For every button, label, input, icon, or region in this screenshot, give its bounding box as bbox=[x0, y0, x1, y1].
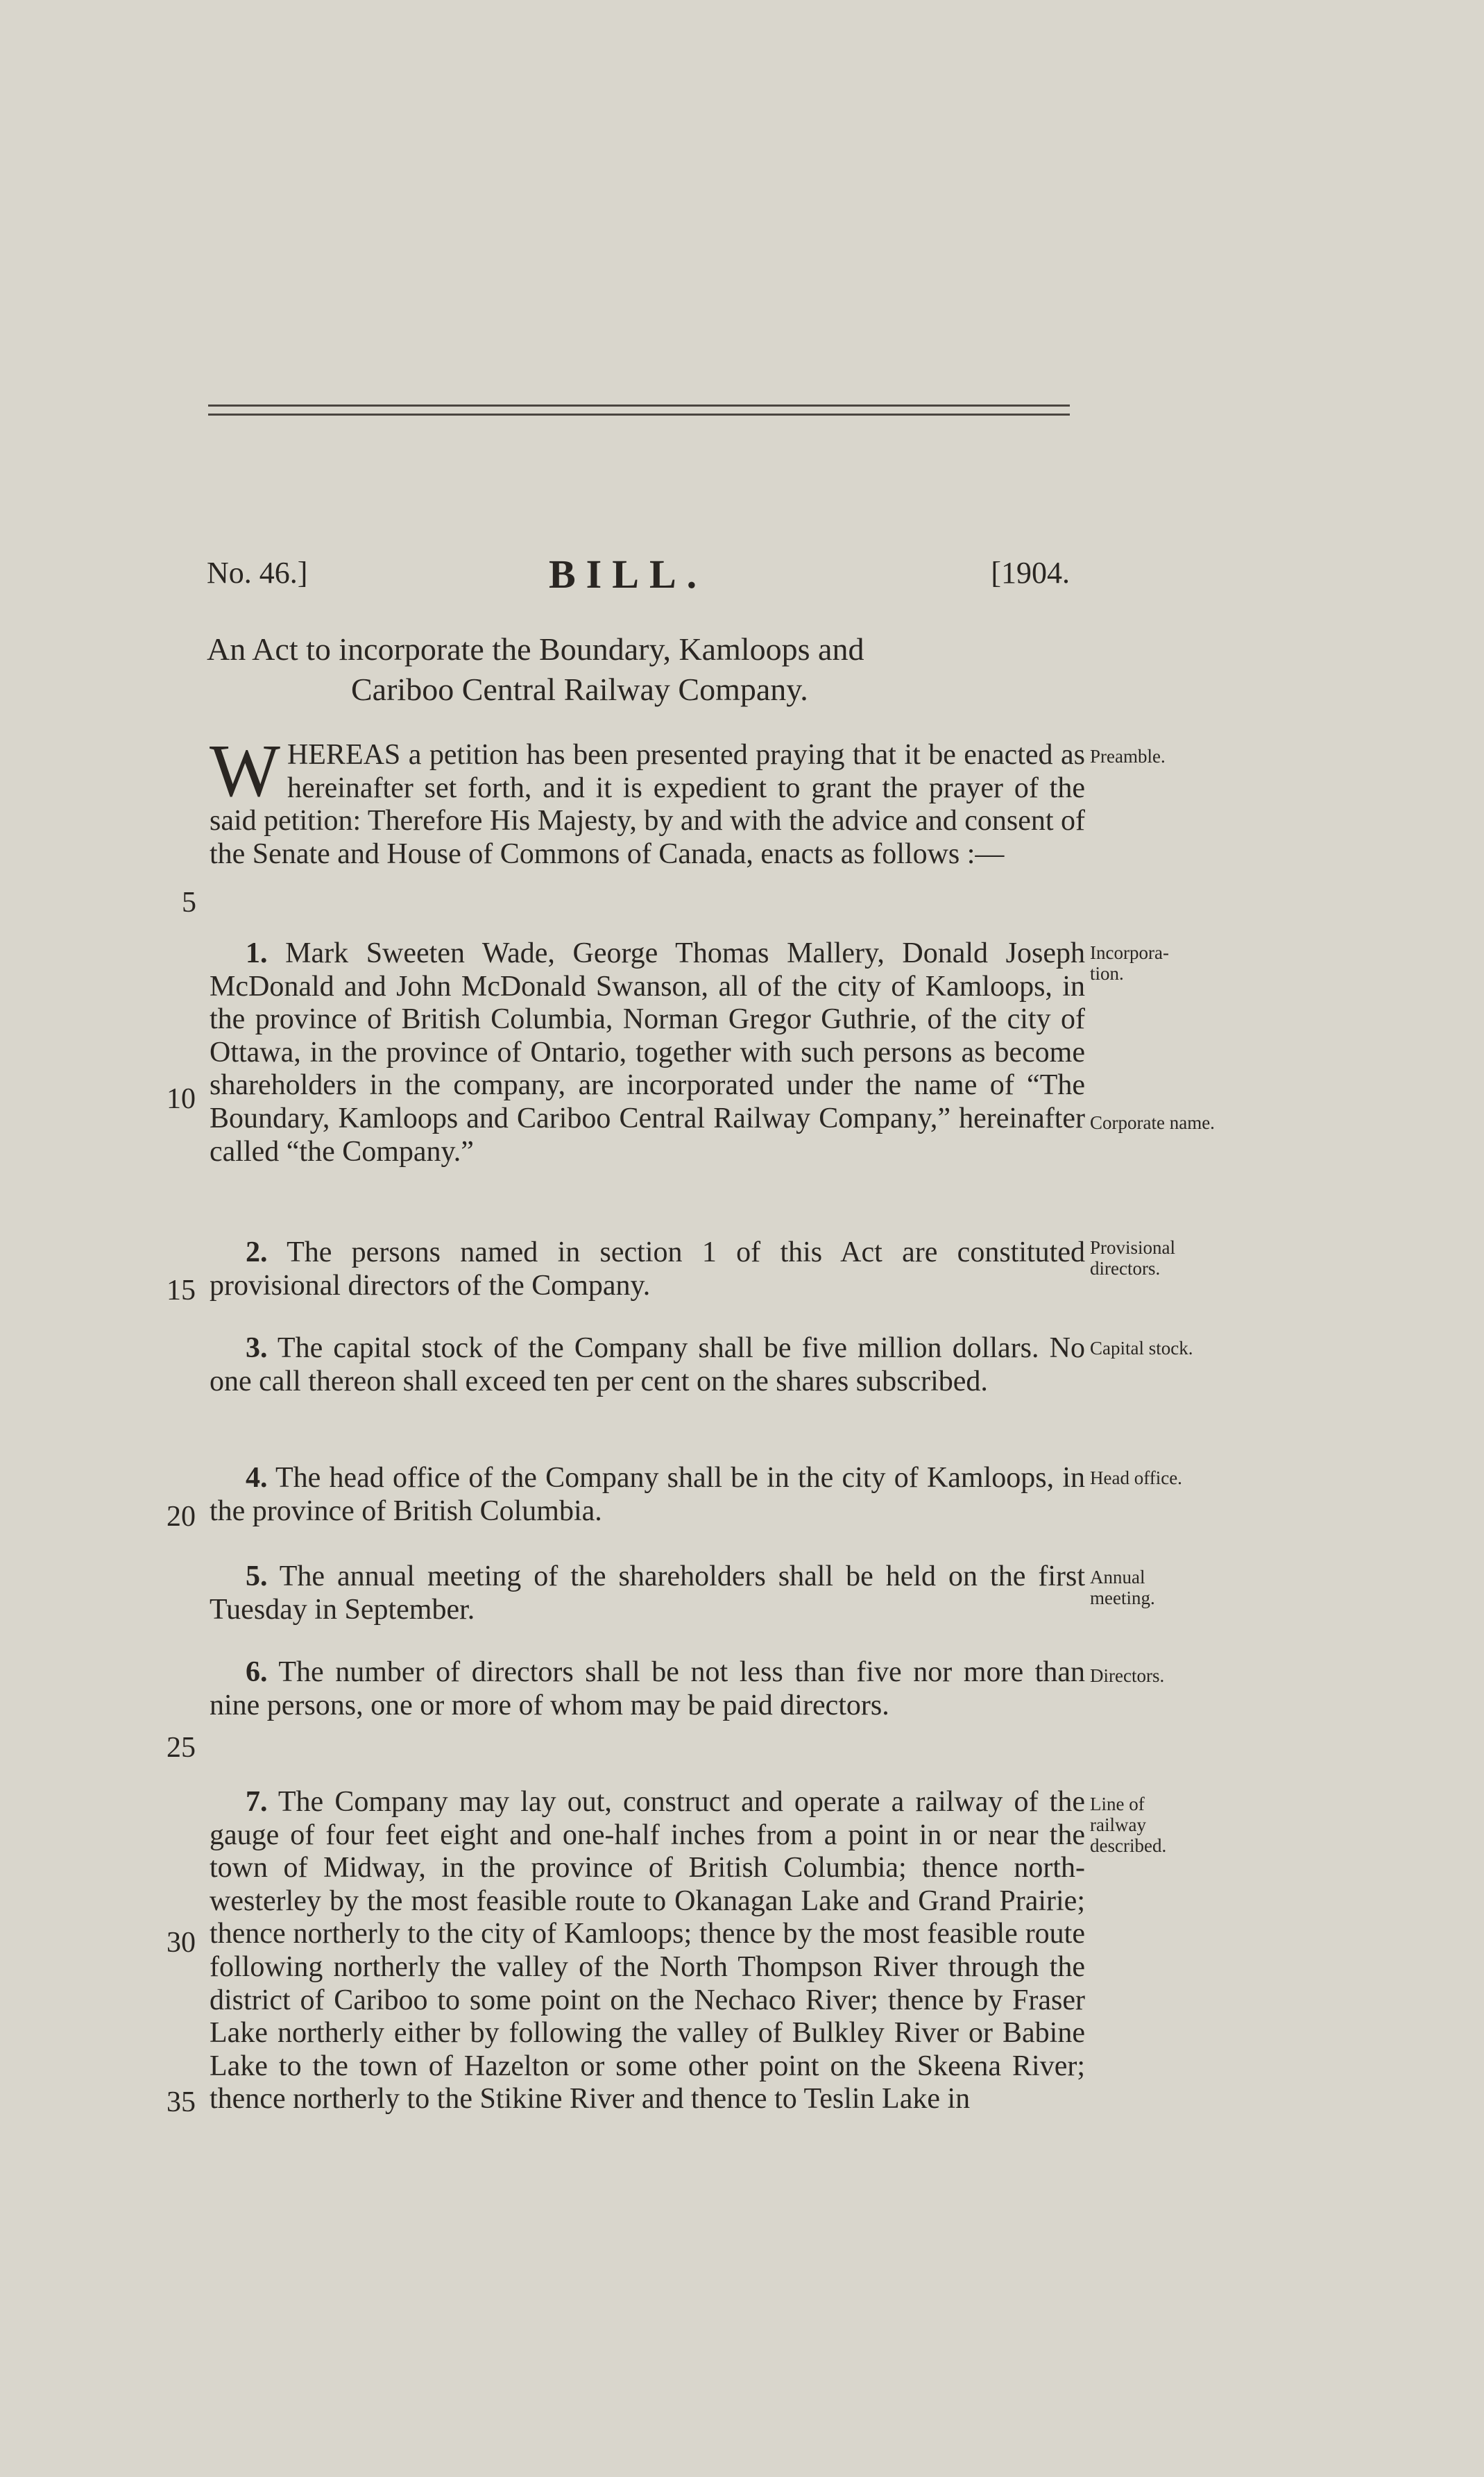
bill-title: BILL. bbox=[549, 552, 708, 597]
side-note-provisional-directors: Provisional directors. bbox=[1090, 1237, 1176, 1279]
header-rule-top bbox=[208, 405, 1070, 407]
line-number: 35 bbox=[167, 2086, 196, 2118]
section-text: The number of directors shall be not less than five nor more than nine persons, one or more of whom may be paid directors. bbox=[210, 1656, 1085, 1721]
section-text: The Company may lay out, construct and operate a railway of the gauge of four feet eight and one-half inches from a point in or near the town of Midway, in the province of British Columbia; thence north-westerley by the most feasible route to Okanagan Lake and Grand Prairie; thence northerly to the city of Kamloops; thence by the most feasible route following northerly the valley of the North Thompson River through the district of Cariboo to some point on the Nechaco River; thence by Fraser Lake northerly either by following the valley of Bulkley River or Babine Lake to the town of Hazelton or some other point on the Skeena River; thence northerly to the Stikine River and thence to Teslin Lake in bbox=[210, 1786, 1085, 2116]
section-3 bbox=[210, 1332, 1085, 1398]
section-number: 1. bbox=[246, 937, 268, 969]
section-number: 3. bbox=[246, 1332, 268, 1364]
section-number: 6. bbox=[246, 1656, 268, 1688]
side-note-directors: Directors. bbox=[1090, 1665, 1165, 1686]
act-title-line-2: Cariboo Central Railway Company. bbox=[351, 672, 808, 707]
side-note-annual-meeting: Annual meeting. bbox=[1090, 1567, 1155, 1608]
line-number: 5 bbox=[182, 887, 196, 919]
bill-number: No. 46.] bbox=[207, 556, 308, 590]
side-note-capital-stock: Capital stock. bbox=[1090, 1338, 1193, 1359]
line-number: 30 bbox=[167, 1927, 196, 1959]
line-number: 20 bbox=[167, 1501, 196, 1533]
preamble-dropcap: W bbox=[210, 730, 280, 812]
preamble-text: HEREAS a petition has been presented praying that it be enacted as hereinafter set forth, and it is expedient to grant the prayer of the said petition: Therefore His Majesty, by and with the advice and consent of the Senate and House of Commons of Canada, enacts as follows :— bbox=[210, 739, 1085, 870]
header-rule-bottom bbox=[208, 414, 1070, 416]
act-title-line-1: An Act to incorporate the Boundary, Kamloops and bbox=[207, 631, 864, 667]
side-note-head-office: Head office. bbox=[1090, 1467, 1182, 1488]
section-text: Mark Sweeten Wade, George Thomas Mallery, Donald Joseph McDonald and John McDonald Swanson, all of the city of Kamloops, in the province of British Columbia, Norman Gregor Guthrie, of the city of Ottawa, in the province of Ontario, together with such persons as become shareholders in the company, are incorporated under the name of “The Boundary, Kamloops and Cariboo Central Railway Company,” hereinafter called “the Company.” bbox=[210, 937, 1085, 1168]
section-7 bbox=[210, 1786, 1085, 2116]
bill-header bbox=[207, 552, 1075, 611]
section-4 bbox=[210, 1462, 1085, 1528]
section-text: The annual meeting of the shareholders shall be held on the first Tuesday in September. bbox=[210, 1560, 1085, 1626]
bill-year: [1904. bbox=[991, 556, 1070, 590]
section-number: 7. bbox=[246, 1786, 268, 1818]
section-number: 5. bbox=[246, 1560, 268, 1592]
preamble-paragraph bbox=[210, 730, 1085, 871]
side-note-preamble: Preamble. bbox=[1090, 746, 1166, 767]
section-number: 4. bbox=[246, 1462, 268, 1494]
section-6 bbox=[210, 1656, 1085, 1722]
side-note-line-of-railway: Line of railway described. bbox=[1090, 1794, 1167, 1856]
line-number: 25 bbox=[167, 1732, 196, 1764]
line-number: 15 bbox=[167, 1275, 196, 1306]
section-text: The persons named in section 1 of this Act are constituted provisional directors of the Company. bbox=[210, 1236, 1085, 1302]
section-text: The head office of the Company shall be in the city of Kamloops, in the province of British Columbia. bbox=[210, 1462, 1085, 1527]
side-note-corporate-name: Corporate name. bbox=[1090, 1112, 1215, 1133]
section-number: 2. bbox=[246, 1236, 268, 1268]
section-2 bbox=[210, 1236, 1085, 1302]
section-text: The capital stock of the Company shall be five million dollars. No one call thereon shall exceed ten per cent on the shares subscribed. bbox=[210, 1332, 1085, 1397]
act-title bbox=[207, 629, 1081, 710]
section-5 bbox=[210, 1560, 1085, 1626]
line-number: 10 bbox=[167, 1083, 196, 1115]
section-1 bbox=[210, 937, 1085, 1168]
side-note-incorporation: Incorpora-tion. bbox=[1090, 942, 1169, 984]
